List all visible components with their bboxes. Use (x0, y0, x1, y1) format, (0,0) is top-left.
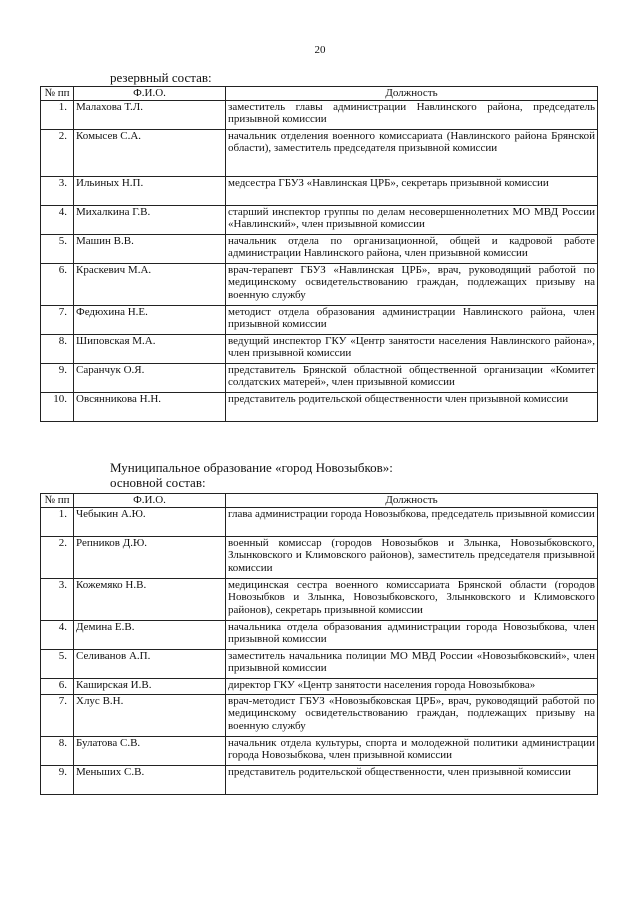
row-name: Чебыкин А.Ю. (74, 507, 226, 536)
section-title-line: основной состав: (110, 475, 206, 490)
table-row (41, 765, 598, 794)
row-name: Демина Е.В. (74, 620, 226, 649)
table-row (41, 363, 598, 392)
row-position: старший инспектор группы по делам несовершеннолетних МО МВД России «Навлинский», член призывной комиссии (226, 205, 598, 234)
row-position: представитель Брянской областной общественной организации «Комитет солдатских матерей», член призывной комиссии (226, 363, 598, 392)
row-name: Комысев С.А. (74, 129, 226, 176)
table-row (41, 694, 598, 736)
table-row (41, 305, 598, 334)
table-row (41, 334, 598, 363)
table-row (41, 392, 598, 421)
row-name: Саранчук О.Я. (74, 363, 226, 392)
row-name: Федюхина Н.Е. (74, 305, 226, 334)
page-number: 20 (314, 44, 326, 56)
table-row (41, 620, 598, 649)
row-position: начальник отдела культуры, спорта и молодежной политики администрации города Новозыбкова, член призывной комиссии (226, 736, 598, 765)
table-row (41, 129, 598, 176)
table-header-row (41, 494, 598, 508)
table-row (41, 507, 598, 536)
row-position: директор ГКУ «Центр занятости населения города Новозыбкова» (226, 678, 598, 694)
row-number: 4. (41, 620, 74, 649)
row-name: Малахова Т.Л. (74, 100, 226, 129)
row-name: Шиповская М.А. (74, 334, 226, 363)
row-number: 9. (41, 765, 74, 794)
table-row (41, 234, 598, 263)
table-row (41, 205, 598, 234)
row-position: медсестра ГБУЗ «Навлинская ЦРБ», секретарь призывной комиссии (226, 176, 598, 205)
table-row (41, 678, 598, 694)
row-number: 7. (41, 694, 74, 736)
row-name: Каширская И.В. (74, 678, 226, 694)
row-name: Булатова С.В. (74, 736, 226, 765)
row-name: Меньших С.В. (74, 765, 226, 794)
row-number: 6. (41, 263, 74, 305)
row-position: врач-методист ГБУЗ «Новозыбковская ЦРБ», врач, руководящий работой по медицинскому освидетельствованию граждан, подлежащих призыву на военную службу (226, 694, 598, 736)
section-title-line: Муниципальное образование «город Новозыбков»: (110, 460, 393, 475)
row-name: Кожемяко Н.В. (74, 578, 226, 620)
table-row (41, 100, 598, 129)
row-number: 2. (41, 536, 74, 578)
table-row (41, 736, 598, 765)
row-number: 8. (41, 736, 74, 765)
header-number: № пп (41, 494, 74, 508)
table-row (41, 536, 598, 578)
row-position: представитель родительской общественности член призывной комиссии (226, 392, 598, 421)
row-position: глава администрации города Новозыбкова, председатель призывной комиссии (226, 507, 598, 536)
header-number: № пп (41, 87, 74, 101)
table-row (41, 578, 598, 620)
row-number: 9. (41, 363, 74, 392)
row-number: 1. (41, 100, 74, 129)
row-number: 3. (41, 578, 74, 620)
row-name: Михалкина Г.В. (74, 205, 226, 234)
header-position: Должность (226, 494, 598, 508)
row-name: Овсянникова Н.Н. (74, 392, 226, 421)
header-name: Ф.И.О. (74, 494, 226, 508)
row-number: 5. (41, 649, 74, 678)
row-name: Краскевич М.А. (74, 263, 226, 305)
row-number: 6. (41, 678, 74, 694)
row-position: начальник отдела по организационной, общей и кадровой работе администрации Навлинского района, член призывной комиссии (226, 234, 598, 263)
row-number: 3. (41, 176, 74, 205)
header-name: Ф.И.О. (74, 87, 226, 101)
row-position: медицинская сестра военного комиссариата Брянской области (городов Новозыбков и Злынка, Новозыбковского, Злынковского и Климовского районов), секретарь призывной комиссии (226, 578, 598, 620)
row-position: ведущий инспектор ГКУ «Центр занятости населения Навлинского района», член призывной комиссии (226, 334, 598, 363)
section-title-reserve (110, 70, 212, 85)
row-number: 8. (41, 334, 74, 363)
row-number: 4. (41, 205, 74, 234)
section-title-novozybkov (110, 460, 393, 490)
row-number: 5. (41, 234, 74, 263)
row-name: Селиванов А.П. (74, 649, 226, 678)
row-position: заместитель начальника полиции МО МВД России «Новозыбковский», член призывной комиссии (226, 649, 598, 678)
row-name: Машин В.В. (74, 234, 226, 263)
row-position: заместитель главы администрации Навлинского района, председатель призывной комиссии (226, 100, 598, 129)
row-position: начальник отделения военного комиссариата (Навлинского района Брянской области), заместитель председателя призывной комиссии (226, 129, 598, 176)
row-position: начальника отдела образования администрации города Новозыбкова, член призывной комиссии (226, 620, 598, 649)
row-number: 7. (41, 305, 74, 334)
table-row (41, 263, 598, 305)
row-name: Хлус В.Н. (74, 694, 226, 736)
main-composition-table (40, 493, 598, 795)
row-position: военный комиссар (городов Новозыбков и Злынка, Новозыбковского, Злынковского и Климовского районов), заместитель председателя призывной комиссии (226, 536, 598, 578)
reserve-table (40, 86, 598, 422)
row-number: 2. (41, 129, 74, 176)
section-title-line: резервный состав: (110, 70, 212, 85)
row-number: 10. (41, 392, 74, 421)
row-number: 1. (41, 507, 74, 536)
header-position: Должность (226, 87, 598, 101)
row-position: методист отдела образования администрации Навлинского района, член призывной комиссии (226, 305, 598, 334)
row-position: представитель родительской общественности, член призывной комиссии (226, 765, 598, 794)
row-name: Ильиных Н.П. (74, 176, 226, 205)
table-header-row (41, 87, 598, 101)
row-position: врач-терапевт ГБУЗ «Навлинская ЦРБ», врач, руководящий работой по медицинскому освидетельствованию граждан, подлежащих призыву на военную службу (226, 263, 598, 305)
row-name: Репников Д.Ю. (74, 536, 226, 578)
table-row (41, 649, 598, 678)
table-row (41, 176, 598, 205)
